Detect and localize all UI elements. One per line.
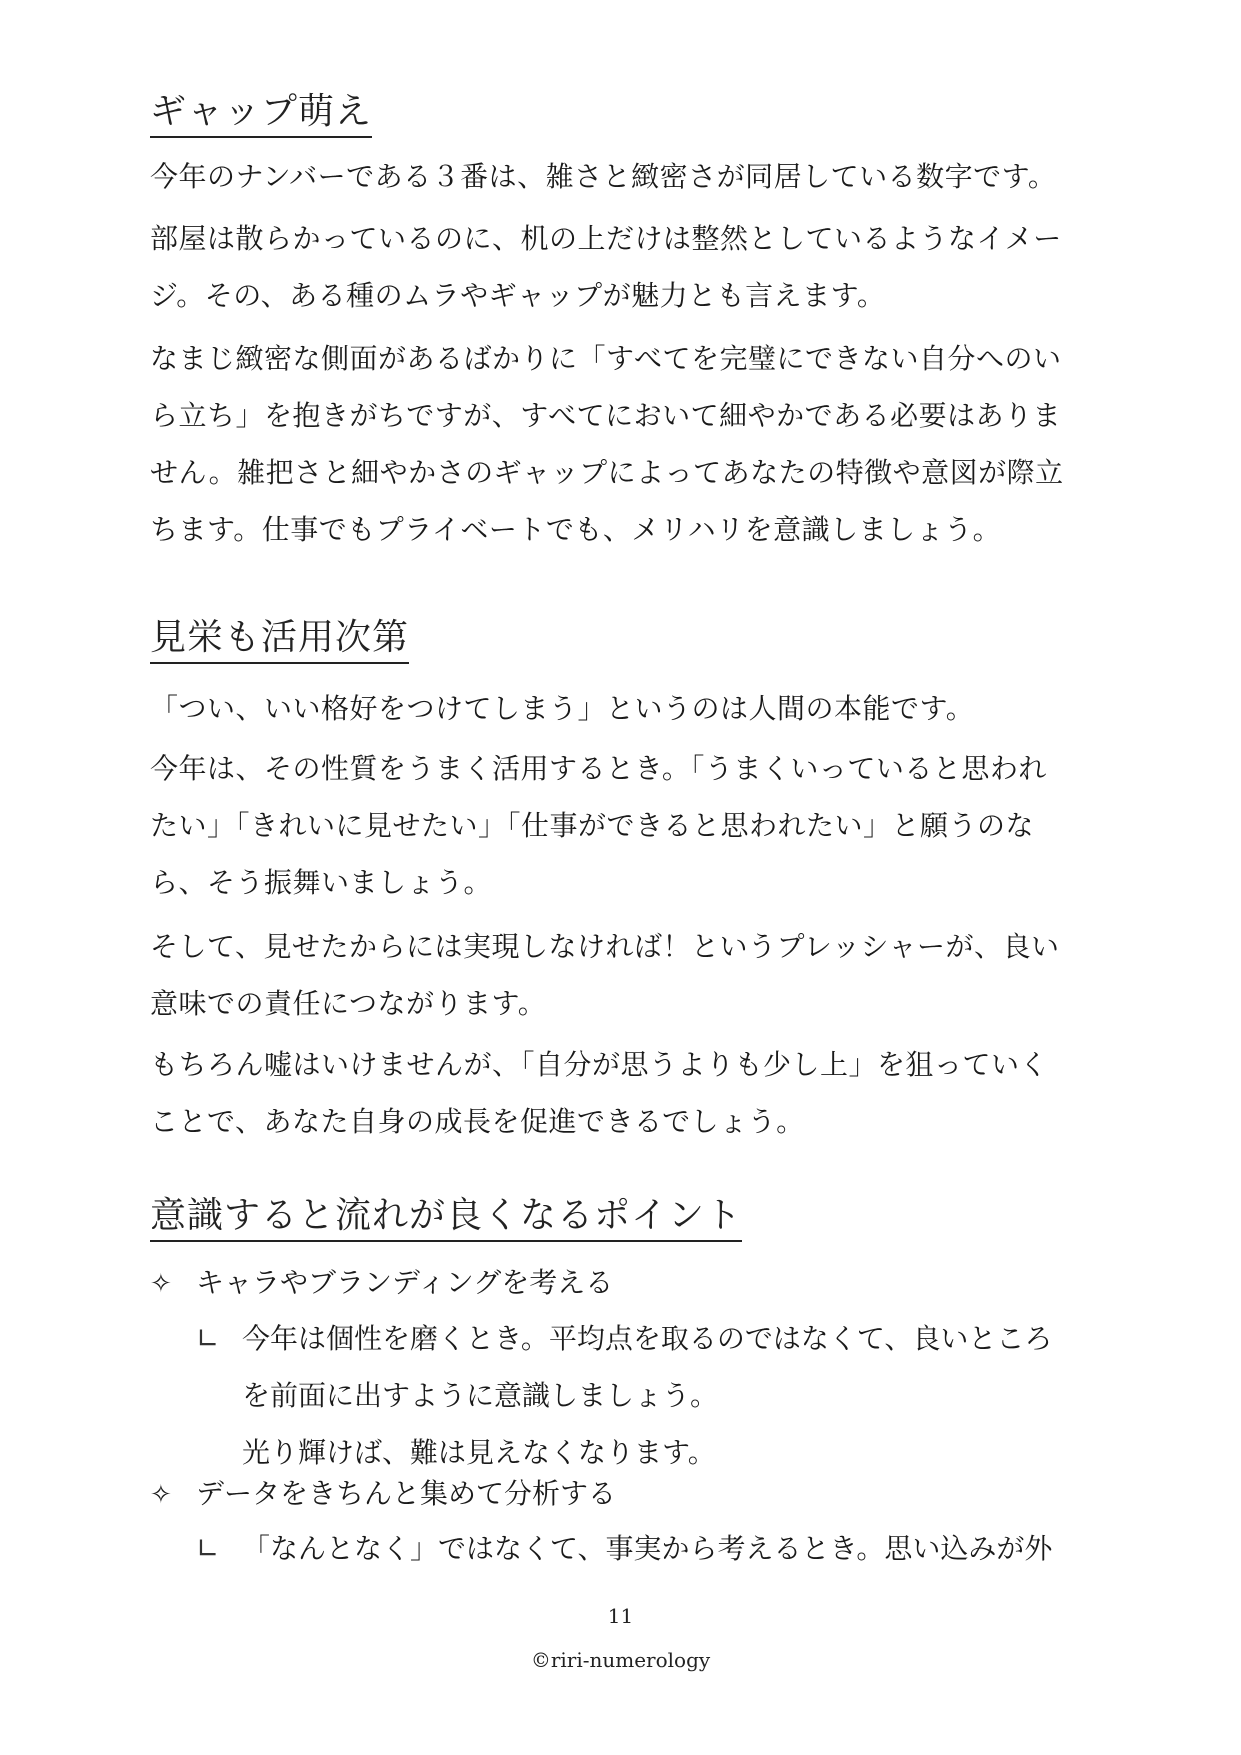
sparkle-icon: ✧ [150, 1480, 172, 1510]
paragraph [150, 740, 1090, 911]
copyright-notice: ©riri-numerology [530, 1648, 711, 1672]
text-line: 今年のナンバーである３番は、雑さと緻密さが同居している数字です。 [150, 160, 1057, 193]
corner-arrow-icon: ∟ [196, 1532, 220, 1565]
bullet-title: データをきちんと集めて分析する [196, 1477, 617, 1510]
bullet-item [150, 1474, 616, 1515]
text-line: 今年は、その性質をうまく活用するとき。「うまくいっていると思われ [150, 752, 1047, 785]
section-heading-vanity: 見栄も活用次第 [150, 618, 409, 664]
text-line: 光り輝けば、難は見えなくなります。 [242, 1436, 716, 1469]
text-line: もちろん嘘はいけませんが、「自分が思うよりも少し上」を狙っていく [150, 1048, 1049, 1081]
section-heading-gap: ギャップ萌え [150, 92, 372, 138]
paragraph [150, 1036, 1090, 1150]
text-line: 部屋は散らかっているのに、机の上だけは整然としているようなイメー [150, 222, 1062, 255]
corner-arrow-icon: ∟ [196, 1322, 220, 1355]
text-line: ら立ち」を抱きがちですが、すべてにおいて細やかである必要はありま [150, 399, 1062, 432]
section-heading-points: 意識すると流れが良くなるポイント [150, 1196, 742, 1242]
text-line: そして、見せたからには実現しなければ！というプレッシャーが、良い [150, 930, 1060, 963]
text-line: を前面に出すように意識しましょう。 [242, 1379, 719, 1412]
text-line: 「つい、いい格好をつけてしまう」というのは人間の本能です。 [150, 692, 975, 725]
text-line: ことで、あなた自身の成長を促進できるでしょう。 [150, 1105, 805, 1138]
text-line: ら、そう振舞いましょう。 [150, 866, 493, 899]
paragraph [150, 210, 1090, 324]
page-number: 11 [607, 1604, 634, 1628]
bullet-title: キャラやブランディングを考える [196, 1266, 614, 1299]
text-line: 「なんとなく」ではなくて、事実から考えるとき。思い込みが外 [242, 1532, 1053, 1565]
bullet-item [150, 1263, 613, 1304]
text-line: 今年は個性を磨くとき。平均点を取るのではなくて、良いところ [242, 1322, 1053, 1355]
paragraph [150, 918, 1090, 1032]
text-line: なまじ緻密な側面があるばかりに「すべてを完璧にできない自分へのい [150, 342, 1062, 375]
text-line: たい」「きれいに見せたい」「仕事ができると思われたい」と願うのな [150, 809, 1035, 842]
bullet-sub-text [196, 1310, 1052, 1481]
text-line: ジ。その、ある種のムラやギャップが魅力とも言えます。 [150, 279, 886, 312]
paragraph [150, 148, 1090, 205]
sparkle-icon: ✧ [150, 1269, 172, 1299]
paragraph [150, 330, 1090, 558]
text-line: ちます。仕事でもプライベートでも、メリハリを意識しましょう。 [150, 513, 1002, 546]
bullet-sub-text [196, 1520, 1052, 1577]
text-line: 意味での責任につながります。 [150, 987, 547, 1020]
paragraph [150, 680, 1090, 737]
text-line: せん。雑把さと細やかさのギャップによってあなたの特徴や意図が際立 [150, 456, 1064, 489]
